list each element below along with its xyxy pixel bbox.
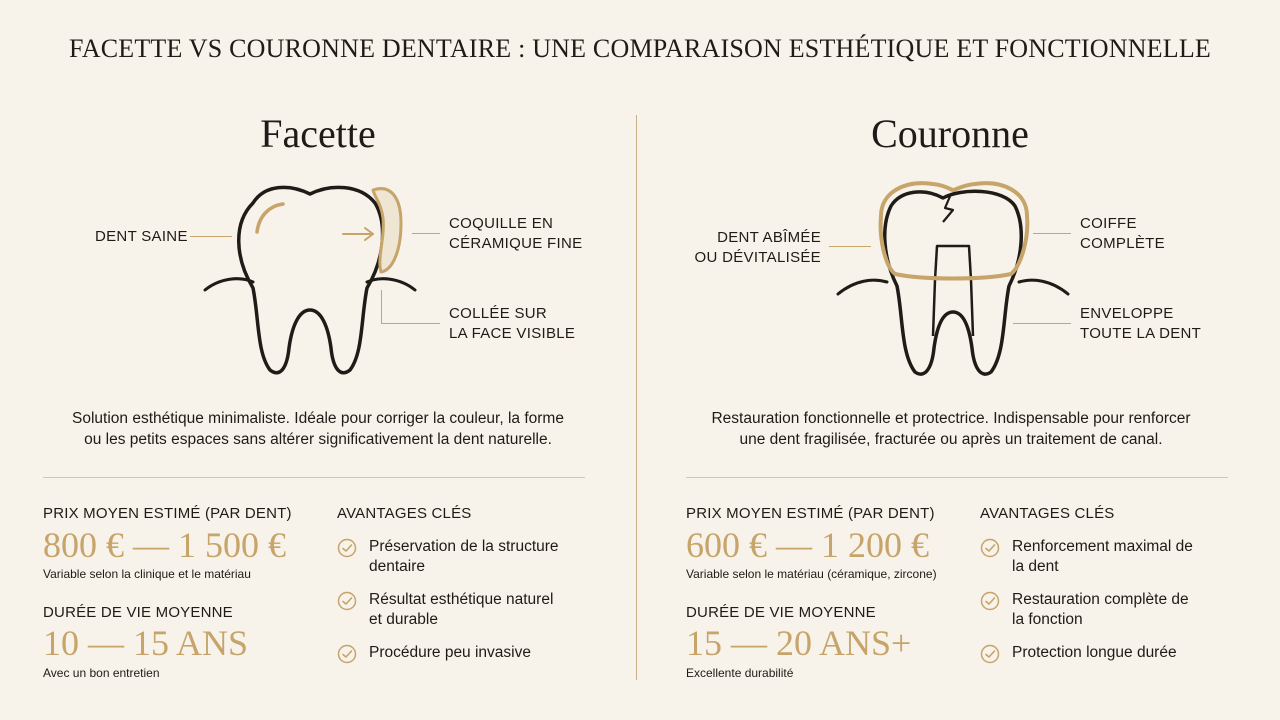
label-healthy-tooth: DENT SAINE bbox=[95, 228, 188, 245]
facette-price-heading: PRIX MOYEN ESTIMÉ (PAR DENT) bbox=[43, 505, 292, 522]
couronne-description: Restauration fonctionnelle et protectrice. Indispensable pour renforcer une dent fragilisée, fracturée ou après un traitement de canal. bbox=[711, 410, 1191, 448]
check-circle-icon bbox=[980, 644, 1000, 664]
label-bonded-1: COLLÉE SUR bbox=[449, 305, 548, 322]
couronne-separator bbox=[686, 477, 1228, 478]
page-title: FACETTE VS COURONNE DENTAIRE : UNE COMPARAISON ESTHÉTIQUE ET FONCTIONNELLE bbox=[68, 34, 1212, 63]
check-circle-icon bbox=[337, 591, 357, 611]
label-wraps-tooth-1: ENVELOPPE bbox=[1080, 305, 1174, 322]
label-wraps-tooth-2: TOUTE LA DENT bbox=[1080, 325, 1202, 342]
check-circle-icon bbox=[980, 538, 1000, 558]
label-ceramic-shell-2: CÉRAMIQUE FINE bbox=[449, 235, 583, 252]
facette-lifespan-heading: DURÉE DE VIE MOYENNE bbox=[43, 604, 233, 621]
leader-bonded-vertical bbox=[381, 290, 382, 323]
facette-title: Facette bbox=[260, 111, 376, 156]
center-divider bbox=[636, 115, 637, 680]
couronne-price-heading: PRIX MOYEN ESTIMÉ (PAR DENT) bbox=[686, 505, 935, 522]
couronne-lifespan-heading: DURÉE DE VIE MOYENNE bbox=[686, 604, 876, 621]
couronne-title: Couronne bbox=[871, 111, 1029, 156]
check-circle-icon bbox=[980, 591, 1000, 611]
label-full-cap-1: COIFFE bbox=[1080, 215, 1137, 232]
crown-tooth-illustration bbox=[833, 176, 1073, 381]
label-damaged-tooth-2: OU DÉVITALISÉE bbox=[694, 249, 821, 266]
check-circle-icon bbox=[337, 644, 357, 664]
label-bonded-2: LA FACE VISIBLE bbox=[449, 325, 576, 342]
leader-ceramic-shell bbox=[412, 233, 440, 234]
facette-advantage-item: Préservation de la structure dentaire bbox=[337, 537, 559, 577]
label-ceramic-shell-1: COQUILLE EN bbox=[449, 215, 554, 232]
facette-advantages-heading: AVANTAGES CLÉS bbox=[337, 505, 472, 522]
facette-price-value: 800 € — 1 500 € bbox=[43, 525, 286, 565]
couronne-advantage-item: Renforcement maximal de la dent bbox=[980, 537, 1193, 577]
facette-price-note: Variable selon la clinique et le matériau bbox=[43, 567, 251, 581]
couronne-advantage-item: Restauration complète de la fonction bbox=[980, 590, 1189, 630]
label-damaged-tooth-1: DENT ABÎMÉE bbox=[717, 229, 821, 246]
couronne-lifespan-value: 15 — 20 ANS+ bbox=[686, 623, 912, 663]
facette-advantage-item: Procédure peu invasive bbox=[337, 643, 531, 664]
leader-full-cap bbox=[1033, 233, 1071, 234]
leader-bonded bbox=[381, 323, 440, 324]
veneer-tooth-illustration bbox=[195, 178, 425, 378]
couronne-lifespan-note: Excellente durabilité bbox=[686, 666, 794, 680]
couronne-price-note: Variable selon le matériau (céramique, zircone) bbox=[686, 567, 937, 581]
couronne-column bbox=[643, 0, 1263, 720]
facette-description: Solution esthétique minimaliste. Idéale pour corriger la couleur, la forme ou les petits espaces sans altérer significativement la dent naturelle. bbox=[72, 410, 564, 448]
leader-damaged-tooth bbox=[829, 246, 871, 247]
leader-wraps-tooth bbox=[1013, 323, 1071, 324]
couronne-advantages-heading: AVANTAGES CLÉS bbox=[980, 505, 1115, 522]
facette-lifespan-note: Avec un bon entretien bbox=[43, 666, 160, 680]
facette-advantage-item: Résultat esthétique naturel et durable bbox=[337, 590, 553, 630]
check-circle-icon bbox=[337, 538, 357, 558]
facette-lifespan-value: 10 — 15 ANS bbox=[43, 623, 249, 663]
facette-separator bbox=[43, 477, 585, 478]
label-full-cap-2: COMPLÈTE bbox=[1080, 235, 1165, 252]
couronne-advantage-item: Protection longue durée bbox=[980, 643, 1177, 664]
leader-healthy-tooth bbox=[190, 236, 232, 237]
facette-column bbox=[0, 0, 620, 720]
couronne-price-value: 600 € — 1 200 € bbox=[686, 525, 929, 565]
